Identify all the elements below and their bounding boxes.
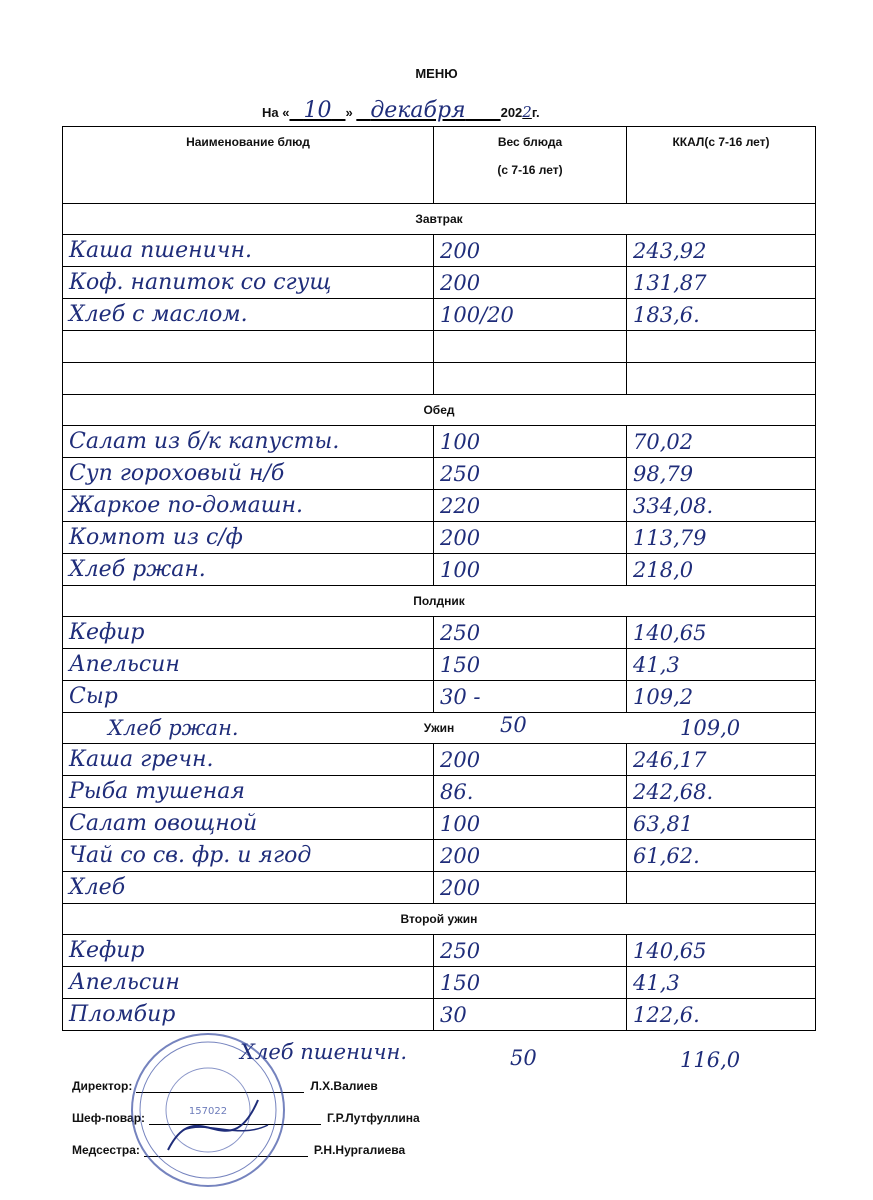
table-row xyxy=(63,840,816,872)
table-row xyxy=(63,267,816,299)
dish-kcal: 98,79 xyxy=(627,458,816,490)
dish-name: Салат из б/к капусты. xyxy=(63,426,434,458)
dish-kcal: 122,6. xyxy=(627,999,816,1031)
dish-kcal: 246,17 xyxy=(627,744,816,776)
date-line xyxy=(262,98,540,123)
section-row xyxy=(63,395,816,426)
section-title: Ужин xyxy=(63,713,816,744)
dish-name: Кефир xyxy=(63,935,434,967)
dish-name: Рыба тушеная xyxy=(63,776,434,808)
dish-kcal: 334,08. xyxy=(627,490,816,522)
dish-weight: 200 xyxy=(434,840,627,872)
dish-weight: 200 xyxy=(434,744,627,776)
extra-line-weight-2: 50 xyxy=(510,1046,537,1070)
dish-weight xyxy=(434,363,627,395)
dish-weight xyxy=(434,331,627,363)
table-row xyxy=(63,617,816,649)
dish-name xyxy=(63,363,434,395)
dish-name xyxy=(63,331,434,363)
dish-kcal: 61,62. xyxy=(627,840,816,872)
dish-kcal: 140,65 xyxy=(627,935,816,967)
dish-name: Апельсин xyxy=(63,649,434,681)
signature-nurse: Медсестра: Р.Н.Нургалиева xyxy=(72,1143,406,1157)
dish-kcal: 113,79 xyxy=(627,522,816,554)
table-row xyxy=(63,744,816,776)
section-title: Полдник xyxy=(63,586,816,617)
table-row xyxy=(63,299,816,331)
dish-weight: 250 xyxy=(434,617,627,649)
table-row xyxy=(63,554,816,586)
table-row xyxy=(63,426,816,458)
dish-weight: 250 xyxy=(434,935,627,967)
dish-weight: 30 xyxy=(434,999,627,1031)
dish-kcal: 242,68. xyxy=(627,776,816,808)
table-row xyxy=(63,808,816,840)
dish-kcal: 70,02 xyxy=(627,426,816,458)
dish-weight: 30 - xyxy=(434,681,627,713)
table-row xyxy=(63,872,816,904)
dish-kcal: 41,3 xyxy=(627,649,816,681)
dish-kcal xyxy=(627,872,816,904)
school-stamp-icon xyxy=(128,1030,288,1190)
table-row xyxy=(63,649,816,681)
table-row xyxy=(63,490,816,522)
dish-name: Пломбир xyxy=(63,999,434,1031)
extra-line-kcal-2: 116,0 xyxy=(680,1048,741,1072)
table-row xyxy=(63,999,816,1031)
dish-weight: 200 xyxy=(434,267,627,299)
header-kcal: ККАЛ(с 7-16 лет) xyxy=(627,127,816,204)
dish-weight: 200 xyxy=(434,235,627,267)
signature-director: Директор: Л.Х.Валиев xyxy=(72,1079,378,1093)
section-title: Второй ужин xyxy=(63,904,816,935)
dish-name: Жаркое по-домашн. xyxy=(63,490,434,522)
dish-weight: 100 xyxy=(434,426,627,458)
table-row xyxy=(63,331,816,363)
signature-chef: Шеф-повар: Г.Р.Лутфуллина xyxy=(72,1111,420,1125)
dish-kcal: 131,87 xyxy=(627,267,816,299)
dish-name: Чай со св. фр. и ягод xyxy=(63,840,434,872)
menu-body xyxy=(63,127,816,1031)
dish-kcal: 140,65 xyxy=(627,617,816,649)
dish-kcal xyxy=(627,331,816,363)
dish-name: Кефир xyxy=(63,617,434,649)
extra-line-name-2: Хлеб пшеничн. xyxy=(240,1040,408,1064)
header-name: Наименование блюд xyxy=(63,127,434,204)
dish-weight: 100 xyxy=(434,554,627,586)
dish-name: Суп гороховый н/б xyxy=(63,458,434,490)
table-row xyxy=(63,681,816,713)
extra-line-name-1: Хлеб ржан. xyxy=(108,716,239,740)
dish-name: Хлеб ржан. xyxy=(63,554,434,586)
dish-weight: 150 xyxy=(434,967,627,999)
dish-kcal xyxy=(627,363,816,395)
table-row xyxy=(63,235,816,267)
dish-kcal: 63,81 xyxy=(627,808,816,840)
table-row xyxy=(63,935,816,967)
dish-weight: 86. xyxy=(434,776,627,808)
dish-kcal: 41,3 xyxy=(627,967,816,999)
section-row xyxy=(63,904,816,935)
dish-weight: 200 xyxy=(434,872,627,904)
date-mid: » xyxy=(345,105,353,120)
date-prefix: На « xyxy=(262,105,290,120)
table-row xyxy=(63,363,816,395)
date-day: 10 xyxy=(303,98,332,123)
svg-text:157022: 157022 xyxy=(188,1106,228,1117)
dish-name: Салат овощной xyxy=(63,808,434,840)
table-row xyxy=(63,522,816,554)
dish-weight: 200 xyxy=(434,522,627,554)
page-title: МЕНЮ xyxy=(415,66,458,81)
dish-weight: 100 xyxy=(434,808,627,840)
dish-weight: 150 xyxy=(434,649,627,681)
table-header xyxy=(63,127,816,204)
dish-name: Хлеб с маслом. xyxy=(63,299,434,331)
dish-name: Коф. напиток со сгущ xyxy=(63,267,434,299)
section-row xyxy=(63,204,816,235)
dish-name: Каша пшеничн. xyxy=(63,235,434,267)
extra-line-weight-1: 50 xyxy=(500,713,527,737)
section-title: Завтрак xyxy=(63,204,816,235)
table-row xyxy=(63,776,816,808)
dish-name: Апельсин xyxy=(63,967,434,999)
date-suffix: г. xyxy=(531,105,540,120)
table-row xyxy=(63,967,816,999)
menu-table xyxy=(62,126,816,1031)
extra-line-kcal-1: 109,0 xyxy=(680,716,741,740)
dish-name: Компот из с/ф xyxy=(63,522,434,554)
header-weight: Вес блюда (с 7-16 лет) xyxy=(434,127,627,204)
dish-weight: 220 xyxy=(434,490,627,522)
dish-name: Сыр xyxy=(63,681,434,713)
dish-kcal: 109,2 xyxy=(627,681,816,713)
dish-kcal: 218,0 xyxy=(627,554,816,586)
section-title: Обед xyxy=(63,395,816,426)
dish-name: Каша гречн. xyxy=(63,744,434,776)
dish-name: Хлеб xyxy=(63,872,434,904)
date-year: 2022 xyxy=(500,103,532,121)
date-month: декабря xyxy=(370,98,466,123)
dish-kcal: 243,92 xyxy=(627,235,816,267)
dish-kcal: 183,6. xyxy=(627,299,816,331)
dish-weight: 250 xyxy=(434,458,627,490)
table-row xyxy=(63,458,816,490)
section-row xyxy=(63,586,816,617)
dish-weight: 100/20 xyxy=(434,299,627,331)
